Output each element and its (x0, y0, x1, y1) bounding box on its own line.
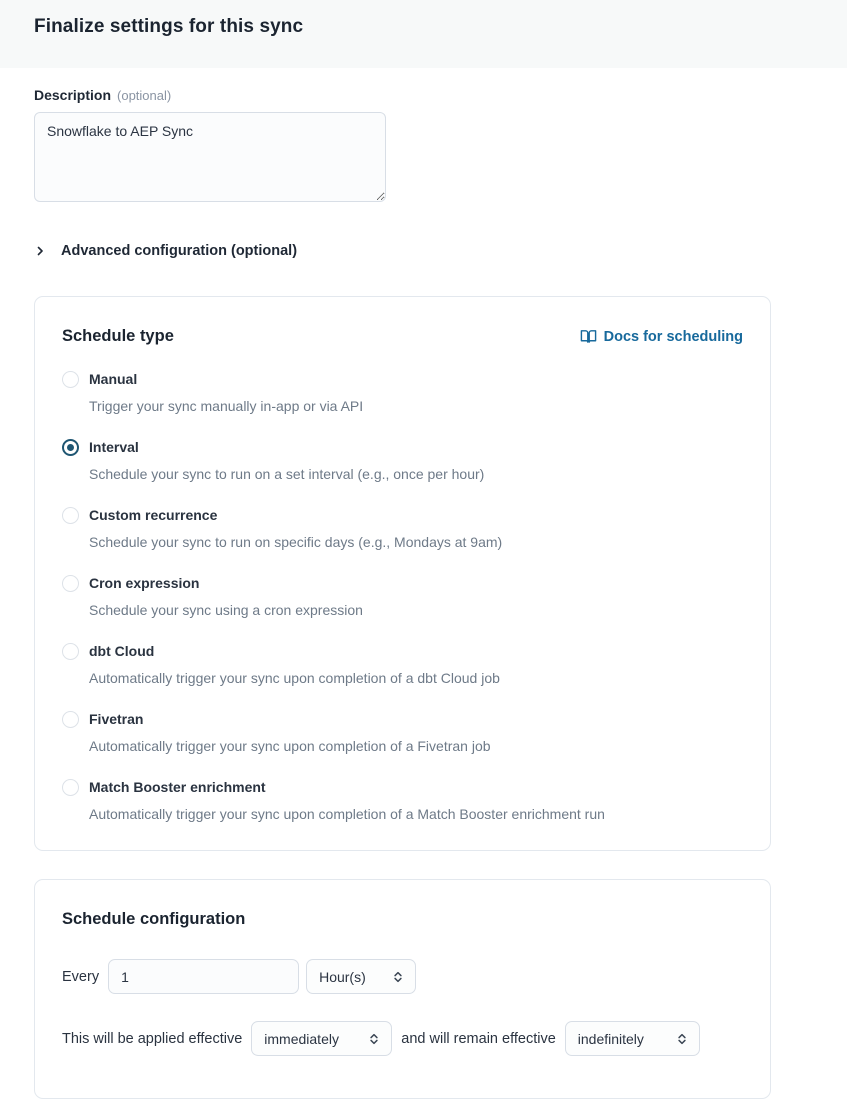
docs-for-scheduling-link[interactable] (580, 328, 743, 345)
option-description: Schedule your sync using a cron expression (89, 602, 363, 618)
option-label: Match Booster enrichment (89, 779, 266, 795)
effective-prefix-text: This will be applied effective (62, 1030, 243, 1047)
interval-row (62, 959, 743, 994)
option-description: Schedule your sync to run on a set interval (e.g., once per hour) (89, 466, 485, 482)
page-header (0, 0, 847, 68)
docs-link-label: Docs for scheduling (603, 328, 743, 345)
stepper-icon (675, 1032, 689, 1046)
radio-manual[interactable] (62, 371, 79, 388)
radio-fivetran[interactable] (62, 711, 79, 728)
interval-value-input[interactable] (108, 959, 299, 994)
option-label: Manual (89, 371, 138, 387)
option-description: Automatically trigger your sync upon completion of a Fivetran job (89, 738, 491, 754)
advanced-configuration-toggle[interactable] (34, 243, 297, 259)
interval-unit-select[interactable] (306, 959, 416, 994)
option-description: Automatically trigger your sync upon completion of a dbt Cloud job (89, 670, 500, 686)
option-label: Custom recurrence (89, 507, 218, 523)
schedule-type-options (62, 371, 743, 822)
option-description: Automatically trigger your sync upon completion of a Match Booster enrichment run (89, 806, 605, 822)
effective-start-select[interactable] (251, 1021, 392, 1056)
interval-unit-value: Hour(s) (319, 968, 366, 985)
option-dbt-cloud[interactable] (62, 643, 743, 686)
schedule-type-header (62, 327, 743, 346)
option-match-booster[interactable] (62, 779, 743, 822)
option-manual[interactable] (62, 371, 743, 414)
radio-dbt-cloud[interactable] (62, 643, 79, 660)
main-content (0, 87, 847, 1099)
effective-middle-text: and will remain effective (401, 1030, 556, 1047)
option-custom-recurrence[interactable] (62, 507, 743, 550)
effective-start-value: immediately (264, 1030, 339, 1047)
option-label: Cron expression (89, 575, 200, 591)
option-cron-expression[interactable] (62, 575, 743, 618)
option-fivetran[interactable] (62, 711, 743, 754)
effective-end-select[interactable] (565, 1021, 700, 1056)
page-title: Finalize settings for this sync (34, 16, 304, 37)
effective-row (62, 1021, 743, 1056)
advanced-configuration-label: Advanced configuration (optional) (61, 243, 298, 259)
open-book-icon (580, 328, 597, 345)
option-description: Trigger your sync manually in-app or via API (89, 398, 364, 414)
radio-interval[interactable] (62, 439, 79, 456)
stepper-icon (391, 970, 405, 984)
option-label: Interval (89, 439, 139, 455)
every-label: Every (62, 968, 100, 985)
option-label: dbt Cloud (89, 643, 155, 659)
option-description: Schedule your sync to run on specific days (e.g., Mondays at 9am) (89, 534, 503, 550)
schedule-configuration-card (34, 879, 771, 1099)
option-interval[interactable] (62, 439, 743, 482)
schedule-type-title: Schedule type (62, 327, 174, 345)
chevron-right-icon (34, 245, 46, 257)
radio-cron-expression[interactable] (62, 575, 79, 592)
radio-custom-recurrence[interactable] (62, 507, 79, 524)
description-optional-hint: (optional) (117, 88, 172, 103)
description-textarea[interactable] (34, 112, 386, 202)
option-label: Fivetran (89, 711, 144, 727)
description-label-row (34, 87, 813, 103)
schedule-type-card (34, 296, 771, 851)
effective-end-value: indefinitely (577, 1030, 644, 1047)
stepper-icon (367, 1032, 381, 1046)
description-label: Description (34, 87, 112, 103)
schedule-configuration-title: Schedule configuration (62, 910, 246, 928)
radio-match-booster[interactable] (62, 779, 79, 796)
